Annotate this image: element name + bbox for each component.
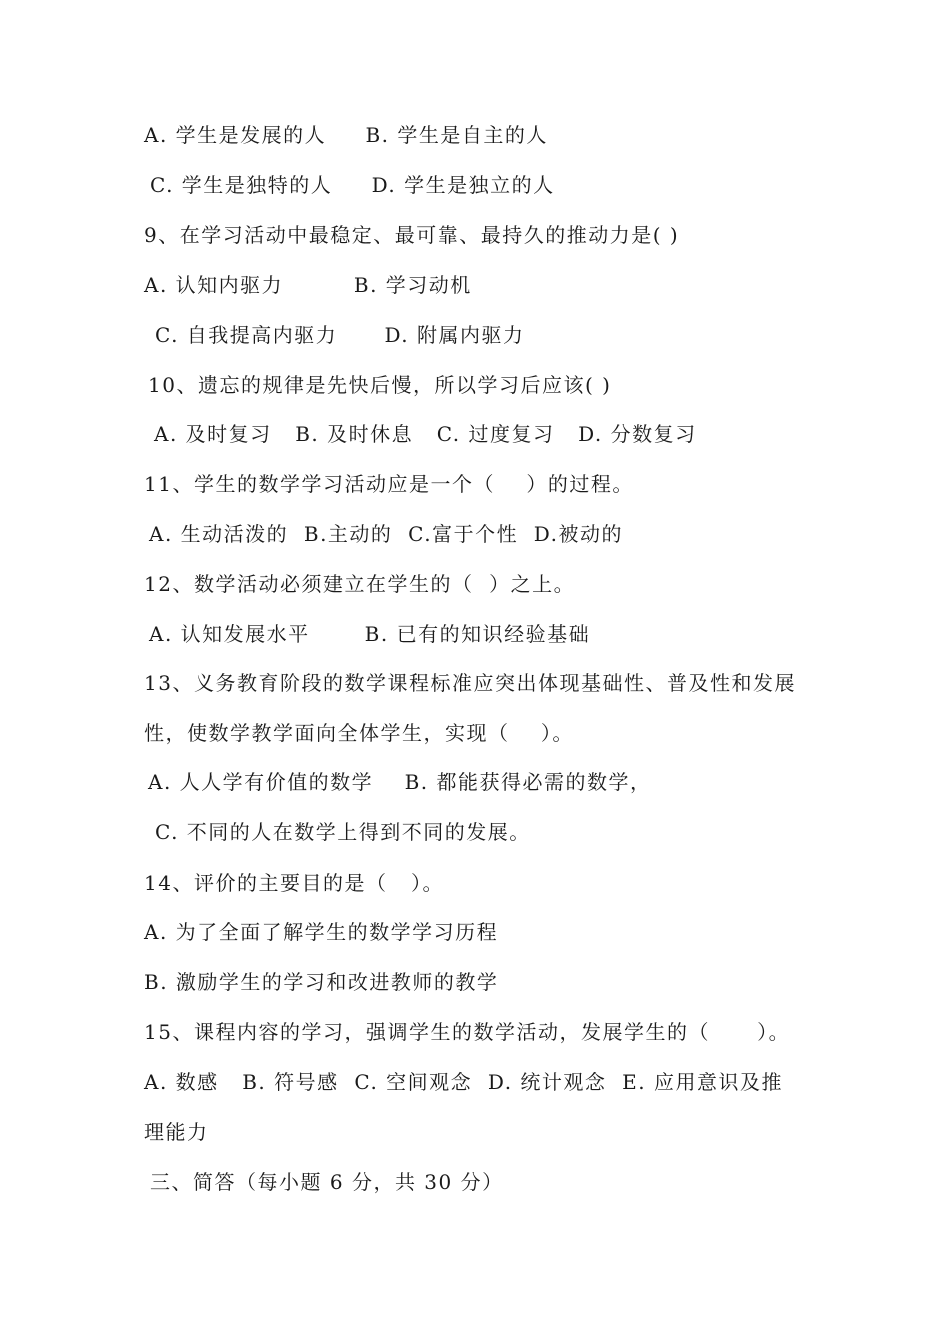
option-line-14a: A. 为了全面了解学生的数学学习历程 <box>144 920 499 944</box>
question-12: 12、数学活动必须建立在学生的（ ）之上。 <box>144 572 576 596</box>
option-line-13ab: A. 人人学有价值的数学 B. 都能获得必需的数学， <box>148 770 652 794</box>
option-line-12: A. 认知发展水平 B. 已有的知识经验基础 <box>149 622 591 646</box>
option-line-11: A. 生动活泼的 B.主动的 C.富于个性 D.被动的 <box>149 522 623 546</box>
question-13-part2: 性，使数学教学面向全体学生，实现（ ）。 <box>144 721 574 745</box>
question-9: 9、在学习活动中最稳定、最可靠、最持久的推动力是( ) <box>144 223 680 247</box>
question-14: 14、评价的主要目的是（ ）。 <box>144 871 445 895</box>
option-line-10: A. 及时复习 B. 及时休息 C. 过度复习 D. 分数复习 <box>154 422 697 446</box>
option-line-13c: C. 不同的人在数学上得到不同的发展。 <box>155 820 531 844</box>
option-line-8cd: C. 学生是独特的人 D. 学生是独立的人 <box>150 173 555 197</box>
option-line-9ab: A. 认知内驱力 B. 学习动机 <box>144 273 472 297</box>
option-line-15-part2: 理能力 <box>144 1120 209 1144</box>
option-line-9cd: C. 自我提高内驱力 D. 附属内驱力 <box>155 323 525 347</box>
question-15: 15、课程内容的学习，强调学生的数学活动，发展学生的（ ）。 <box>144 1020 791 1044</box>
question-11: 11、学生的数学学习活动应是一个（ ）的过程。 <box>144 472 634 496</box>
section-heading-3: 三、简答（每小题 6 分，共 30 分） <box>150 1170 504 1194</box>
question-13-part1: 13、义务教育阶段的数学课程标准应突出体现基础性、普及性和发展 <box>144 671 796 695</box>
option-line-8ab: A. 学生是发展的人 B. 学生是自主的人 <box>144 123 548 147</box>
option-line-15-part1: A. 数感 B. 符号感 C. 空间观念 D. 统计观念 E. 应用意识及推 <box>144 1070 783 1094</box>
option-line-14b: B. 激励学生的学习和改进教师的教学 <box>144 970 499 994</box>
question-10: 10、遗忘的规律是先快后慢，所以学习后应该( ) <box>148 373 612 397</box>
